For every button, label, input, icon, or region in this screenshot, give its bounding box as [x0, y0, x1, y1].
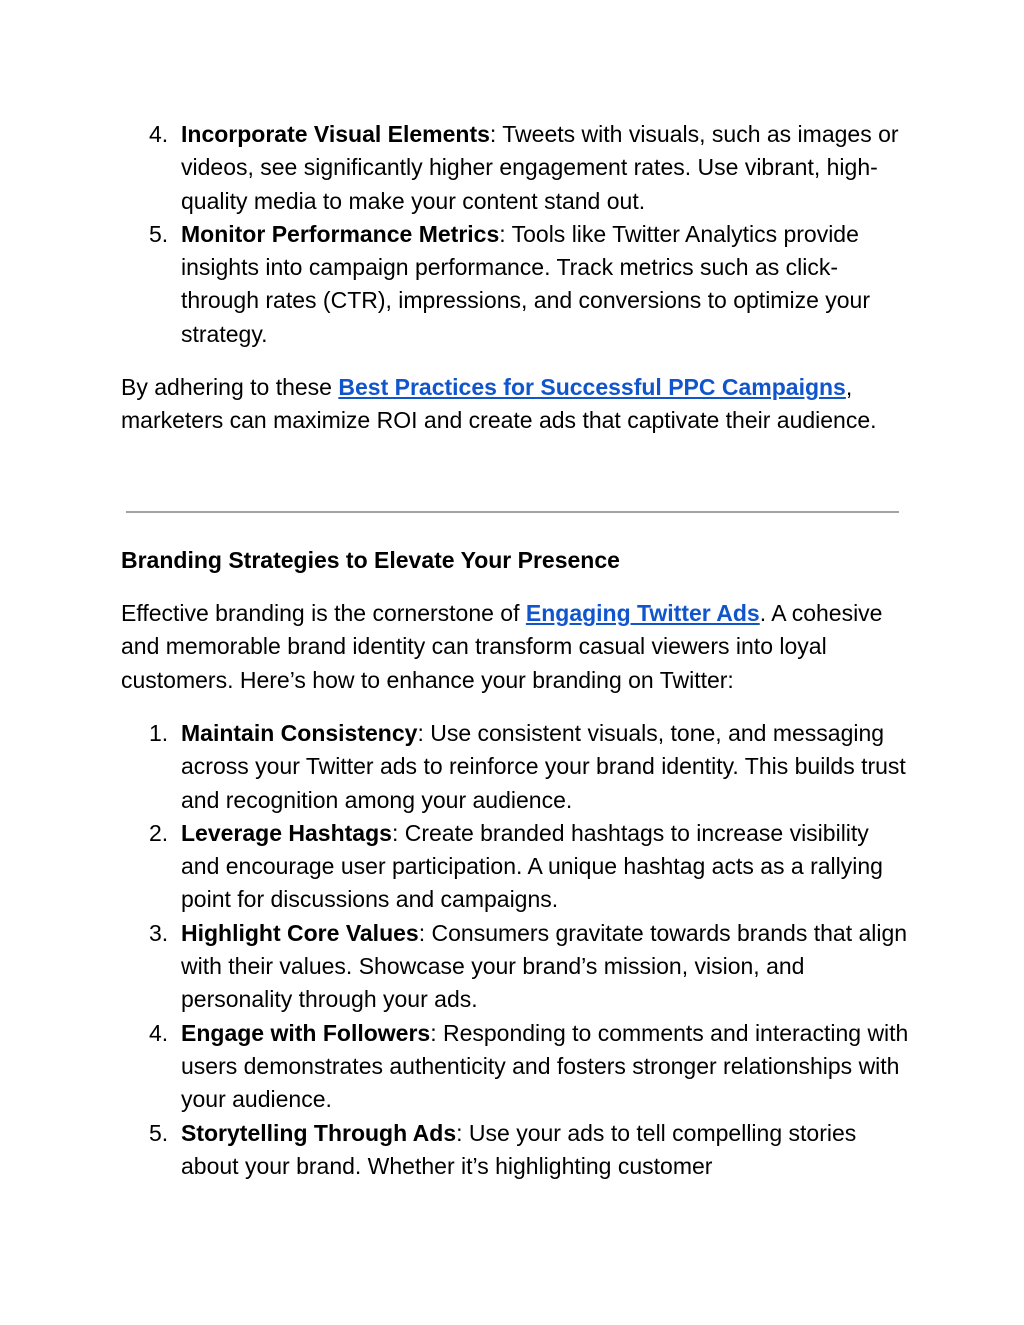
list-item-separator: : [456, 1119, 463, 1146]
list-number: 1. [149, 720, 169, 746]
list-item-term: Leverage Hashtags [181, 819, 392, 846]
list-item-separator: : [391, 819, 399, 846]
section-heading: Branding Strategies to Elevate Your Presence [121, 547, 620, 573]
list-item [149, 118, 911, 218]
paragraph-text: , marketers can maximize ROI and create ads that captivate their audience. [121, 374, 877, 434]
list-number: 3. [149, 919, 169, 946]
list-item [149, 218, 911, 351]
list-item-term: Highlight Core Values [181, 919, 419, 946]
engaging-twitter-ads-link[interactable]: Engaging Twitter Ads [525, 600, 760, 626]
list-item-term: Monitor Performance Metrics [181, 220, 500, 247]
list-number: 5. [149, 220, 169, 247]
list-item-separator: : [499, 220, 506, 247]
list-item [149, 917, 911, 1017]
ordered-list-best-practices [149, 118, 911, 351]
list-item-term: Incorporate Visual Elements [181, 121, 490, 147]
list-item-separator: : [430, 1019, 437, 1046]
horizontal-divider [126, 511, 899, 513]
list-item-separator: : [489, 121, 497, 147]
list-item-text: Consumers gravitate towards brands that align with their values. Showcase your brand’s mission, vision, and personality through your ads. [181, 919, 908, 1013]
list-item [149, 1117, 911, 1184]
list-item-term: Engage with Followers [181, 1019, 431, 1046]
paragraph-ppc-summary [121, 371, 911, 438]
list-item-text: Create branded hashtags to increase visibility and encourage user participation. A unique hashtag acts as a rallying point for discussions and campaigns. [181, 819, 883, 913]
paragraph-branding-intro [121, 597, 911, 697]
list-item-text: Use your ads to tell compelling stories about your brand. Whether it’s highlighting customer [181, 1119, 857, 1179]
list-number: 4. [149, 1019, 169, 1046]
list-item [149, 1017, 911, 1117]
list-item-text: Tools like Twitter Analytics provide insights into campaign performance. Track metrics such as click-through rates (CTR), impressions, and conversions to optimize your strategy. [181, 220, 871, 347]
best-practices-link[interactable]: Best Practices for Successful PPC Campaigns [338, 374, 846, 400]
paragraph-text: By adhering to these [121, 374, 339, 400]
list-item-text: Responding to comments and interacting with users demonstrates authenticity and fosters stronger relationships with your audience. [181, 1019, 909, 1113]
list-item-separator: : [417, 720, 424, 746]
paragraph-text: Effective branding is the cornerstone of [121, 600, 526, 626]
ordered-list-branding-strategies [149, 717, 911, 1183]
list-item [149, 717, 911, 817]
list-item-text: Use consistent visuals, tone, and messaging across your Twitter ads to reinforce your brand identity. This builds trust and recognition among your audience. [181, 720, 906, 813]
list-number: 4. [149, 121, 169, 147]
list-item [149, 817, 911, 917]
list-item-term: Storytelling Through Ads [181, 1119, 457, 1146]
list-item-text: Tweets with visuals, such as images or videos, see significantly higher engagement rates. Use vibrant, high-quality media to make your content stand out. [181, 121, 899, 214]
paragraph-text: . A cohesive and memorable brand identity can transform casual viewers into loyal customers. Here’s how to enhance your branding on Twitter: [121, 600, 883, 693]
list-number: 5. [149, 1119, 169, 1146]
list-item-separator: : [418, 919, 426, 946]
list-item-term: Maintain Consistency [181, 720, 418, 746]
list-number: 2. [149, 819, 169, 846]
